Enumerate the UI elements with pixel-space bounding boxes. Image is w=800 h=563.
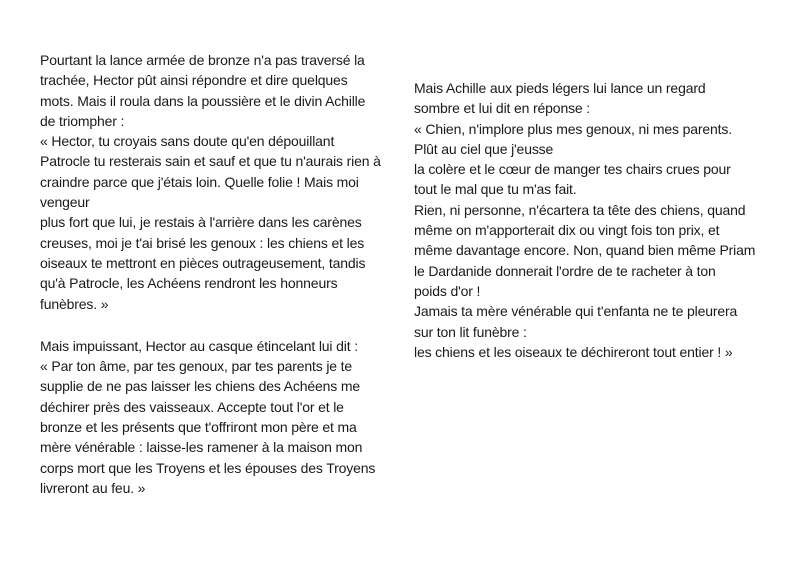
- text-line: sur ton lit funèbre :: [414, 323, 527, 340]
- text-line: tout le mal que tu m'as fait.: [414, 181, 577, 198]
- right-text-column: [414, 78, 764, 362]
- text-line: craindre parce que j'étais loin. Quelle folie ! Mais moi: [40, 173, 359, 190]
- text-line: Rien, ni personne, n'écartera ta tête des chiens, quand: [414, 201, 746, 218]
- text-line: bronze et les présents que t'offriront mon père et ma: [40, 419, 357, 436]
- text-line: mère vénérable : laisse-les ramener à la maison mon: [40, 439, 363, 456]
- text-line: creuses, moi je t'ai brisé les genoux : les chiens et les: [40, 234, 365, 251]
- text-line: mots. Mais il roula dans la poussière et le divin Achille: [40, 92, 366, 109]
- text-line: vengeur: [40, 194, 90, 211]
- text-line: trachée, Hector pût ainsi répondre et dire quelques: [40, 72, 348, 89]
- text-line: oiseaux te mettront en pièces outrageusement, tandis: [40, 254, 366, 271]
- text-line: déchirer près des vaisseaux. Accepte tout l'or et le: [40, 398, 344, 415]
- text-line: Pourtant la lance armée de bronze n'a pas traversé la: [40, 52, 365, 68]
- text-line: même davantage encore. Non, quand bien même Priam: [414, 242, 756, 259]
- text-line: Mais Achille aux pieds légers lui lance un regard: [414, 80, 706, 96]
- text-line: Patrocle tu resterais sain et sauf et que tu n'aurais rien à: [40, 153, 381, 170]
- text-line: Mais impuissant, Hector au casque étincelant lui dit :: [40, 337, 358, 354]
- text-line: les chiens et les oiseaux te déchireront tout entier ! »: [414, 343, 733, 360]
- text-line: plus fort que lui, je restais à l'arrière dans les carènes: [40, 214, 362, 231]
- text-line: poids d'or !: [414, 282, 481, 299]
- text-line: livreront au feu. »: [40, 479, 146, 496]
- text-line: qu'à Patrocle, les Achéens rendront les honneurs: [40, 275, 338, 292]
- text-line: corps mort que les Troyens et les épouses des Troyens: [40, 459, 376, 476]
- text-line: Plût au ciel que j'eusse: [414, 140, 554, 157]
- text-line: « Chien, n'implore plus mes genoux, ni mes parents.: [414, 120, 732, 137]
- paragraph-gap: [40, 314, 385, 336]
- text-line: même on m'apporterait dix ou vingt fois ton prix, et: [414, 222, 720, 239]
- right-paragraph-1: [414, 78, 764, 362]
- text-line: « Hector, tu croyais sans doute qu'en dépouillant: [40, 133, 335, 150]
- text-line: Jamais ta mère vénérable qui t'enfanta ne te pleurera: [414, 303, 738, 320]
- text-line: de triompher :: [40, 112, 125, 129]
- text-line: « Par ton âme, par tes genoux, par tes parents je te: [40, 358, 353, 375]
- text-line: sombre et lui dit en réponse :: [414, 100, 591, 117]
- left-text-column: [40, 50, 385, 498]
- text-line: supplie de ne pas laisser les chiens des Achéens me: [40, 378, 360, 395]
- left-paragraph-2: [40, 336, 385, 498]
- text-line: le Dardanide donnerait l'ordre de te racheter à ton: [414, 262, 716, 279]
- text-line: la colère et le cœur de manger tes chairs crues pour: [414, 161, 731, 178]
- left-paragraph-1: [40, 50, 385, 314]
- text-line: funèbres. »: [40, 295, 109, 312]
